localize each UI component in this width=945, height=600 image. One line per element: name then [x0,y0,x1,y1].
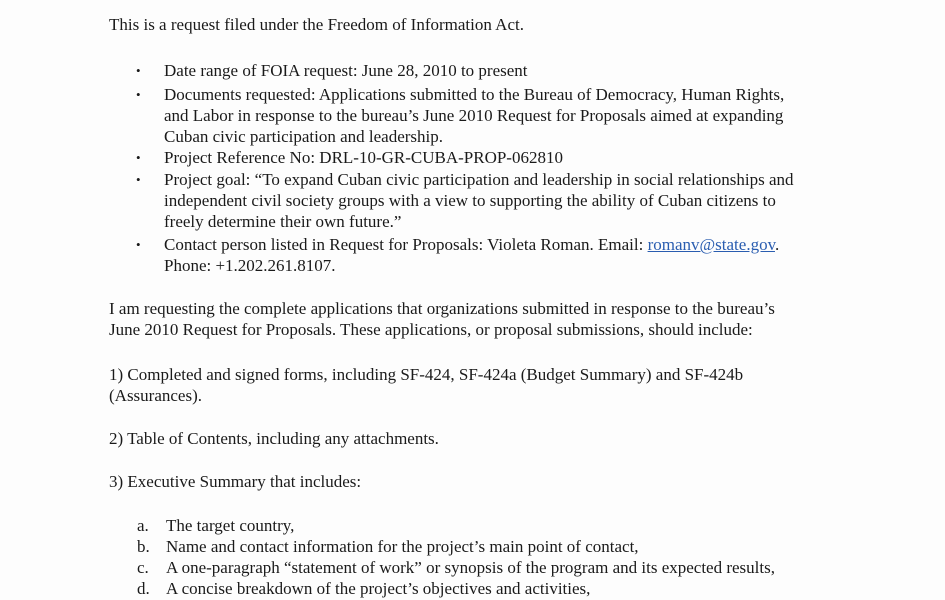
item-3: 3) Executive Summary that includes: [109,472,362,491]
bullet-marker: • [136,87,141,102]
bullet-marker: • [136,150,141,165]
item-1-line-2: (Assurances). [109,386,202,405]
bullet-documents-line-2: and Labor in response to the bureau’s June 2010 Request for Proposals aimed at expanding [164,106,784,125]
bullet-project-goal-line-3: freely determine their own future.” [164,212,402,231]
email-link[interactable]: romanv@state.gov [647,235,775,254]
intro-paragraph: This is a request filed under the Freedom of Information Act. [109,15,524,34]
bullet-documents-line-1: Documents requested: Applications submitted to the Bureau of Democracy, Human Rights, [164,85,785,104]
bullet-marker: • [136,237,141,252]
bullet-marker: • [136,63,141,78]
sub-item-text: A one-paragraph “statement of work” or synopsis of the program and its expected results, [166,558,775,577]
sub-item-marker: d. [137,579,150,598]
sub-item-text: Name and contact information for the project’s main point of contact, [166,537,639,556]
bullet-marker: • [136,172,141,187]
bullet-date-range: Date range of FOIA request: June 28, 2010 to present [164,61,528,80]
sub-item-marker: b. [137,537,150,556]
bullet-contact-phone: Phone: +1.202.261.8107. [164,256,336,275]
item-1-line-1: 1) Completed and signed forms, including SF-424, SF-424a (Budget Summary) and SF-424b [109,365,744,384]
sub-item-text: A concise breakdown of the project’s objectives and activities, [166,579,591,598]
request-paragraph-line-1: I am requesting the complete applications that organizations submitted in response to the bureau’s [109,299,775,318]
bullet-project-goal-line-1: Project goal: “To expand Cuban civic participation and leadership in social relationships and [164,170,794,189]
item-2: 2) Table of Contents, including any attachments. [109,429,439,448]
sub-item-marker: c. [137,558,149,577]
bullet-documents-line-3: Cuban civic participation and leadership. [164,127,443,146]
bullet-contact-line-1 [164,234,779,255]
request-paragraph-line-2: June 2010 Request for Proposals. These applications, or proposal submissions, should include: [109,320,753,339]
bullet-project-reference: Project Reference No: DRL-10-GR-CUBA-PROP-062810 [164,148,563,167]
contact-prefix: Contact person listed in Request for Proposals: Violeta Roman. Email: [164,235,648,254]
bullet-project-goal-line-2: independent civil society groups with a view to supporting the ability of Cuban citizens to [164,191,776,210]
sub-item-text: The target country, [166,516,295,535]
sub-item-marker: a. [137,516,149,535]
contact-suffix: . [774,235,780,254]
